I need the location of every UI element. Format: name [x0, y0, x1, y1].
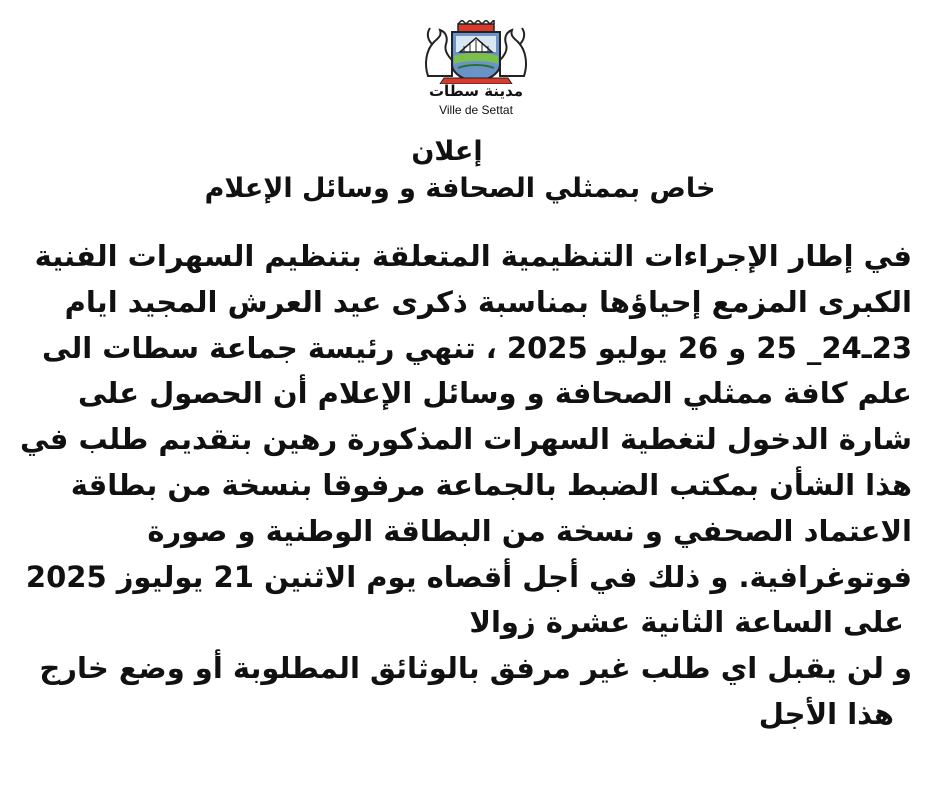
body-line: و لن يقبل اي طلب غير مرفق بالوثائق المطلوبة أو وضع خارج	[39, 651, 912, 686]
body-line: على الساعة الثانية عشرة زوالا	[469, 605, 904, 640]
announcement-body	[20, 234, 912, 738]
announcement-title: إعلان	[411, 136, 483, 167]
right-horse-icon	[500, 30, 526, 76]
body-line: الاعتماد الصحفي و نسخة من البطاقة الوطنية و صورة	[147, 513, 912, 548]
body-line: هذا الشأن بمكتب الضبط بالجماعة مرفوقا بنسخة من بطاقة	[70, 467, 912, 502]
body-line: 23ـ24_ 25 و 26 يوليو 2025 ، تنهي رئيسة جماعة سطات الى	[42, 330, 912, 365]
body-line: في إطار الإجراءات التنظيمية المتعلقة بتنظيم السهرات الفنية	[34, 239, 912, 273]
body-line: الكبرى المزمع إحياؤها بمناسبة ذكرى عيد العرش المجيد ايام	[64, 284, 912, 319]
logo-city-name-arabic: مدينة سطات	[428, 82, 524, 100]
body-line: علم كافة ممثلي الصحافة و وسائل الإعلام أن الحصول على	[78, 376, 912, 411]
logo-city-name-french: Ville de Settat	[439, 103, 513, 117]
city-logo	[418, 20, 534, 124]
announcement-heading	[0, 132, 940, 206]
left-horse-icon	[426, 30, 452, 76]
body-line: هذا الأجل	[758, 696, 894, 731]
body-line: شارة الدخول لتغطية السهرات المذكورة رهين بتقديم طلب في	[20, 422, 912, 457]
body-line: فوتوغرافية. و ذلك في أجل أقصاه يوم الاثنين 21 يوليوز 2025	[25, 559, 912, 594]
announcement-subtitle: خاص بممثلي الصحافة و وسائل الإعلام	[204, 173, 716, 204]
coat-of-arms-emblem	[418, 20, 534, 84]
